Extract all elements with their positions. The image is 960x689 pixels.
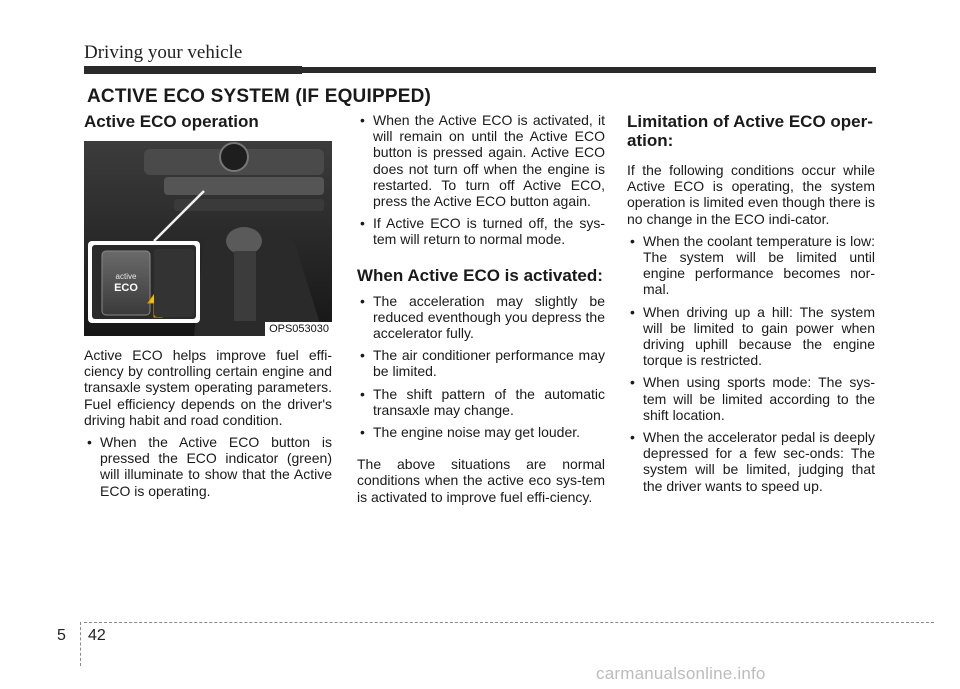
eco-button-label-bottom: ECO <box>114 282 138 294</box>
eco-button-label-top: active <box>115 272 137 281</box>
column-2 <box>357 112 605 505</box>
footer-rule <box>84 622 934 623</box>
header-rule <box>84 67 876 73</box>
limitation-paragraph: If the following conditions occur while Active ECO is operating, the system operation is limited even though there is no change in the ECO indi-cator. <box>627 162 875 227</box>
watermark: carmanualsonline.info <box>596 664 766 683</box>
running-header: Driving your vehicle <box>84 42 243 63</box>
col2-bullet-list <box>357 293 605 441</box>
list-item: • The shift pattern of the automatic transaxle may change. <box>357 386 605 418</box>
column-3 <box>627 112 875 500</box>
header-rule-thin <box>302 69 876 71</box>
console-photo <box>84 141 332 336</box>
footer-divider <box>80 622 81 666</box>
col2-top-bullet-list <box>357 112 605 248</box>
intro-paragraph: Active ECO helps improve fuel effi-ciency by controlling certain engine and transaxle system operating parameters. Fuel efficiency depends on the driver's driving habit and road condition. <box>84 347 332 428</box>
chapter-number: 5 <box>57 627 66 644</box>
list-item: • If Active ECO is turned off, the sys-tem will return to normal mode. <box>357 215 605 247</box>
list-item: • When driving up a hill: The system will be limited to gain power when driving uphill because the engine torque is restricted. <box>627 304 875 369</box>
heading-limitation: Limitation of Active ECO oper-ation: <box>627 112 873 150</box>
header-rule-thick <box>84 66 302 74</box>
list-item: • The engine noise may get louder. <box>357 424 605 440</box>
list-item: • When the accelerator pedal is deeply depressed for a few sec-onds: The system will be limited, judging that the driver wants to speed up. <box>627 429 875 494</box>
list-item: • When the Active ECO button is pressed the ECO indicator (green) will illuminate to show that the Active ECO is operating. <box>84 434 332 499</box>
list-item: • When the Active ECO is activated, it will remain on until the Active ECO button is pressed again. Active ECO does not turn off when the engine is restarted. To turn off Active ECO, press the Active ECO button again. <box>357 112 605 209</box>
list-item: • The air conditioner performance may be limited. <box>357 347 605 379</box>
col1-bullet-list <box>84 434 332 499</box>
column-1 <box>84 112 332 505</box>
section-title: ACTIVE ECO SYSTEM (IF EQUIPPED) <box>87 86 432 107</box>
console-illustration <box>84 141 332 336</box>
list-item: • When the coolant temperature is low: The system will be limited until engine performance becomes nor-mal. <box>627 233 875 298</box>
list-item: • The acceleration may slightly be reduced eventhough you depress the accelerator fully. <box>357 293 605 342</box>
page-number: 42 <box>88 627 106 644</box>
normal-conditions-paragraph: The above situations are normal conditions when the active eco sys-tem is activated to improve fuel effi-ciency. <box>357 456 605 505</box>
list-item: • When using sports mode: The sys-tem will be limited according to the shift location. <box>627 374 875 423</box>
image-code: OPS053030 <box>265 322 332 336</box>
heading-when-activated: When Active ECO is activated: <box>357 265 603 285</box>
heading-active-eco-operation: Active ECO operation <box>84 112 259 131</box>
col3-bullet-list <box>627 233 875 494</box>
